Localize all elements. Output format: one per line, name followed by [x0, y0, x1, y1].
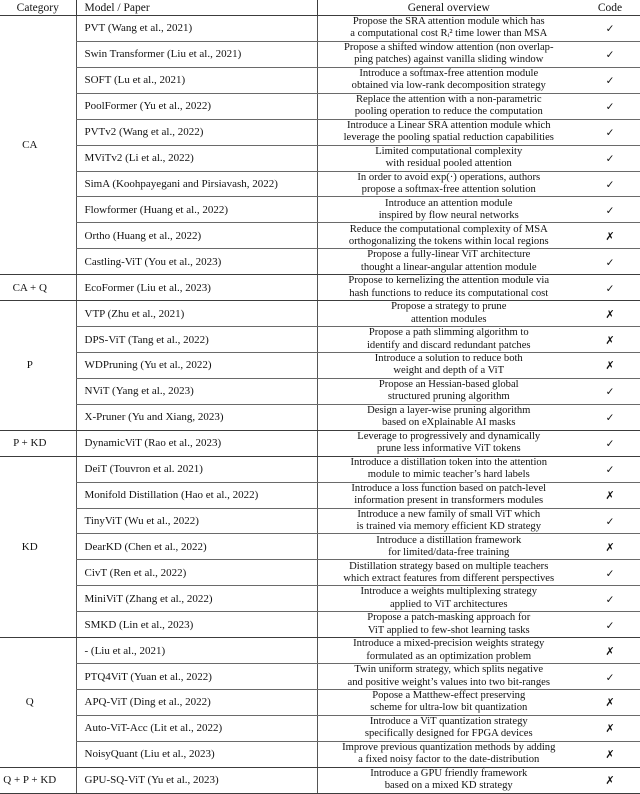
code-available-check-icon: ✓ — [605, 412, 615, 425]
overview-cell — [317, 327, 580, 353]
overview-line: Replace the attention with a non-parametric — [355, 93, 542, 105]
overview-cell — [317, 93, 580, 119]
table-row — [0, 741, 640, 767]
table-body — [0, 16, 640, 794]
overview-line: for limited/data-free training — [388, 546, 510, 558]
model-paper-cell: GPU-SQ-ViT (Yu et al., 2023) — [76, 767, 317, 793]
code-unavailable-cross-icon: ✗ — [605, 229, 615, 243]
overview-cell — [317, 119, 580, 145]
code-available-check-icon: ✓ — [605, 153, 615, 166]
code-unavailable-cross-icon: ✗ — [605, 774, 615, 788]
model-paper-cell: PoolFormer (Yu et al., 2022) — [76, 93, 317, 119]
overview-line: Introduce a mixed-precision weights strategy — [353, 638, 545, 650]
overview-cell — [317, 715, 580, 741]
overview-line: formulated as an optimization problem — [366, 650, 532, 662]
overview-cell — [317, 67, 580, 93]
table-row — [0, 93, 640, 119]
overview-line: prune less informative ViT tokens — [376, 443, 521, 455]
header-row — [0, 0, 640, 16]
model-paper-cell: MiniViT (Zhang et al., 2022) — [76, 586, 317, 612]
overview-line: leverage the pooling spatial reduction capabilities — [343, 132, 554, 144]
code-unavailable-cross-icon: ✗ — [605, 489, 615, 503]
code-unavailable-cross-icon: ✗ — [605, 359, 615, 373]
model-paper-cell: PVTv2 (Wang et al., 2022) — [76, 119, 317, 145]
header-code: Code — [580, 0, 640, 16]
category-cell: CA + Q — [0, 275, 76, 301]
model-paper-cell: DeiT (Touvron et al. 2021) — [76, 456, 317, 482]
code-cell — [580, 664, 640, 690]
table-row — [0, 249, 640, 275]
model-paper-cell: DearKD (Chen et al., 2022) — [76, 534, 317, 560]
code-cell — [580, 145, 640, 171]
table-row — [0, 482, 640, 508]
code-cell — [580, 741, 640, 767]
overview-line: Reduce the computational complexity of MSA — [349, 223, 548, 235]
code-cell — [580, 171, 640, 197]
category-cell: Q — [0, 638, 76, 768]
overview-cell — [317, 301, 580, 327]
code-cell — [580, 482, 640, 508]
code-cell — [580, 301, 640, 327]
overview-cell — [317, 41, 580, 67]
model-paper-cell: Flowformer (Huang et al., 2022) — [76, 197, 317, 223]
category-cell: P + KD — [0, 430, 76, 456]
table-row — [0, 378, 640, 404]
model-paper-cell: CivT (Ren et al., 2022) — [76, 560, 317, 586]
overview-line: inspired by flow neural networks — [378, 209, 519, 221]
code-available-check-icon: ✓ — [605, 464, 615, 477]
overview-cell — [317, 689, 580, 715]
code-available-check-icon: ✓ — [605, 256, 615, 269]
code-available-check-icon: ✓ — [605, 49, 615, 62]
model-paper-cell: - (Liu et al., 2021) — [76, 638, 317, 664]
overview-cell — [317, 223, 580, 249]
overview-cell — [317, 249, 580, 275]
code-cell — [580, 197, 640, 223]
overview-line: Propose an Hessian-based global — [378, 379, 519, 391]
table-row — [0, 534, 640, 560]
code-cell — [580, 327, 640, 353]
overview-line: Introduce a ViT quantization strategy — [369, 716, 528, 728]
table-row — [0, 145, 640, 171]
code-unavailable-cross-icon: ✗ — [605, 696, 615, 710]
table-row — [0, 508, 640, 534]
model-paper-cell: PVT (Wang et al., 2021) — [76, 16, 317, 42]
overview-line: Introduce a weights multiplexing strategy — [360, 586, 538, 598]
overview-line: Leverage to progressively and dynamically — [357, 430, 541, 442]
model-paper-cell: MViTv2 (Li et al., 2022) — [76, 145, 317, 171]
code-cell — [580, 119, 640, 145]
table-row — [0, 430, 640, 456]
code-unavailable-cross-icon: ✗ — [605, 333, 615, 347]
overview-cell — [317, 16, 580, 42]
model-paper-cell: WDPruning (Yu et al., 2022) — [76, 352, 317, 378]
overview-line: is trained via memory efficient KD strategy — [356, 520, 542, 532]
code-cell — [580, 456, 640, 482]
model-paper-cell: EcoFormer (Liu et al., 2023) — [76, 275, 317, 301]
overview-cell — [317, 430, 580, 456]
overview-line: Improve previous quantization methods by adding — [342, 741, 556, 753]
overview-line: Introduce a Linear SRA attention module which — [346, 119, 551, 131]
table-row — [0, 638, 640, 664]
model-paper-cell: Ortho (Huang et al., 2022) — [76, 223, 317, 249]
model-paper-cell: SOFT (Lu et al., 2021) — [76, 67, 317, 93]
table-row — [0, 612, 640, 638]
table-row — [0, 171, 640, 197]
code-cell — [580, 638, 640, 664]
code-cell — [580, 352, 640, 378]
overview-cell — [317, 482, 580, 508]
model-paper-cell: Monifold Distillation (Hao et al., 2022) — [76, 482, 317, 508]
overview-line: pooling operation to reduce the computation — [354, 106, 543, 118]
code-cell — [580, 223, 640, 249]
code-available-check-icon: ✓ — [605, 386, 615, 399]
overview-line: Propose a shifted window attention (non overlap- — [344, 42, 554, 54]
code-unavailable-cross-icon: ✗ — [605, 644, 615, 658]
code-available-check-icon: ✓ — [605, 619, 615, 632]
overview-cell — [317, 275, 580, 301]
overview-line: scheme for ultra-low bit quantization — [370, 702, 528, 714]
overview-line: Limited computational complexity — [375, 145, 523, 157]
category-cell: Q + P + KD — [0, 767, 76, 793]
overview-line: Introduce an attention module — [385, 197, 513, 209]
table-row — [0, 586, 640, 612]
overview-line: Propose the SRA attention module which has — [352, 16, 545, 28]
overview-cell — [317, 145, 580, 171]
code-available-check-icon: ✓ — [605, 593, 615, 606]
table-row — [0, 767, 640, 793]
overview-line: obtained via low-rank decomposition strategy — [351, 80, 546, 92]
overview-cell — [317, 508, 580, 534]
overview-line: and positive weight’s values into two bit-ranges — [347, 676, 550, 688]
table-row — [0, 16, 640, 42]
table-row — [0, 197, 640, 223]
overview-line: Introduce a distillation token into the attention — [350, 456, 548, 468]
overview-cell — [317, 378, 580, 404]
header-model-paper: Model / Paper — [76, 0, 317, 16]
overview-cell — [317, 352, 580, 378]
model-paper-cell: Swin Transformer (Liu et al., 2021) — [76, 41, 317, 67]
overview-line: specifically designed for FPGA devices — [364, 728, 533, 740]
overview-cell — [317, 638, 580, 664]
model-paper-cell: PTQ4ViT (Yuan et al., 2022) — [76, 664, 317, 690]
model-paper-cell: DynamicViT (Rao et al., 2023) — [76, 430, 317, 456]
table-row — [0, 664, 640, 690]
overview-line: Propose a path slimming algorithm to — [368, 327, 529, 339]
code-available-check-icon: ✓ — [605, 127, 615, 140]
overview-line: Introduce a distillation framework — [376, 534, 522, 546]
code-cell — [580, 586, 640, 612]
overview-cell — [317, 664, 580, 690]
table-row — [0, 352, 640, 378]
overview-line: Introduce a new family of small ViT which — [357, 508, 541, 520]
code-cell — [580, 16, 640, 42]
model-paper-cell: NViT (Yang et al., 2023) — [76, 378, 317, 404]
table-row — [0, 715, 640, 741]
overview-line: orthogonalizing the tokens within local regions — [348, 235, 549, 247]
table-row — [0, 67, 640, 93]
overview-line: applied to ViT architectures — [389, 598, 508, 610]
overview-line: Introduce a loss function based on patch-level — [351, 482, 547, 494]
code-unavailable-cross-icon: ✗ — [605, 307, 615, 321]
model-paper-cell: DPS-ViT (Tang et al., 2022) — [76, 327, 317, 353]
code-available-check-icon: ✓ — [605, 75, 615, 88]
overview-line: Distillation strategy based on multiple teachers — [349, 560, 549, 572]
overview-line: hash functions to reduce its computational cost — [349, 287, 549, 299]
table-row — [0, 301, 640, 327]
overview-line: which extract features from different perspectives — [343, 572, 555, 584]
overview-line: Design a layer-wise pruning algorithm — [367, 404, 531, 416]
overview-cell — [317, 171, 580, 197]
code-unavailable-cross-icon: ✗ — [605, 748, 615, 762]
overview-line: based on eXplainable AI masks — [381, 417, 516, 429]
overview-line: Introduce a solution to reduce both — [374, 353, 523, 365]
overview-cell — [317, 612, 580, 638]
overview-cell — [317, 404, 580, 430]
overview-line: Propose a fully-linear ViT architecture — [367, 249, 531, 261]
table-row — [0, 41, 640, 67]
code-unavailable-cross-icon: ✗ — [605, 540, 615, 554]
code-cell — [580, 767, 640, 793]
code-cell — [580, 508, 640, 534]
overview-line: Propose a patch-masking approach for — [367, 612, 531, 624]
code-available-check-icon: ✓ — [605, 178, 615, 191]
model-paper-cell: SMKD (Lin et al., 2023) — [76, 612, 317, 638]
code-cell — [580, 378, 640, 404]
overview-line: based on a mixed KD strategy — [384, 780, 513, 792]
overview-line: Propose a strategy to prune — [391, 301, 507, 313]
model-paper-cell: TinyViT (Wu et al., 2022) — [76, 508, 317, 534]
model-paper-cell: X-Pruner (Yu and Xiang, 2023) — [76, 404, 317, 430]
code-cell — [580, 534, 640, 560]
code-cell — [580, 612, 640, 638]
code-cell — [580, 715, 640, 741]
overview-line: identify and discard redundant patches — [366, 339, 531, 351]
model-paper-cell: Castling-ViT (You et al., 2023) — [76, 249, 317, 275]
overview-cell — [317, 586, 580, 612]
header-general-overview: General overview — [317, 0, 580, 16]
model-paper-cell: SimA (Koohpayegani and Pirsiavash, 2022) — [76, 171, 317, 197]
overview-line: In order to avoid exp(·) operations, authors — [357, 171, 541, 183]
overview-cell — [317, 767, 580, 793]
overview-line: Popose a Matthew-effect preserving — [372, 690, 526, 702]
category-cell: KD — [0, 456, 76, 637]
table-row — [0, 119, 640, 145]
code-available-check-icon: ✓ — [605, 515, 615, 528]
table-row — [0, 275, 640, 301]
table-row — [0, 223, 640, 249]
overview-line: ping patches) against vanilla sliding window — [354, 54, 544, 66]
table-header — [0, 0, 640, 16]
code-cell — [580, 430, 640, 456]
code-unavailable-cross-icon: ✗ — [605, 722, 615, 736]
overview-line: structured pruning algorithm — [387, 391, 510, 403]
code-available-check-icon: ✓ — [605, 23, 615, 36]
code-available-check-icon: ✓ — [605, 282, 615, 295]
overview-line: a fixed noisy factor to the date-distribution — [358, 754, 540, 766]
code-cell — [580, 41, 640, 67]
model-paper-cell: NoisyQuant (Liu et al., 2023) — [76, 741, 317, 767]
model-paper-cell: Auto-ViT-Acc (Lit et al., 2022) — [76, 715, 317, 741]
overview-cell — [317, 560, 580, 586]
overview-line: module to mimic teacher’s hard labels — [367, 469, 530, 481]
code-available-check-icon: ✓ — [605, 438, 615, 451]
category-cell: CA — [0, 16, 76, 275]
overview-line: with residual pooled attention — [385, 158, 512, 170]
code-cell — [580, 560, 640, 586]
code-cell — [580, 275, 640, 301]
code-cell — [580, 404, 640, 430]
category-cell: P — [0, 301, 76, 431]
header-category: Category — [0, 0, 76, 16]
table-row — [0, 560, 640, 586]
overview-line: Twin uniform strategy, which splits negative — [354, 664, 544, 676]
overview-line: ViT applied to few-shot learning tasks — [367, 624, 530, 636]
code-cell — [580, 67, 640, 93]
overview-line: Introduce a softmax-free attention module — [359, 68, 539, 79]
model-paper-cell: VTP (Zhu et al., 2021) — [76, 301, 317, 327]
table-row — [0, 689, 640, 715]
overview-cell — [317, 741, 580, 767]
code-available-check-icon: ✓ — [605, 567, 615, 580]
overview-line: thought a linear-angular attention module — [360, 261, 537, 273]
overview-line: attention modules — [410, 313, 487, 325]
overview-cell — [317, 456, 580, 482]
overview-line: Introduce a GPU friendly framework — [370, 767, 528, 779]
table-row — [0, 327, 640, 353]
overview-cell — [317, 197, 580, 223]
table-row — [0, 456, 640, 482]
code-cell — [580, 689, 640, 715]
code-available-check-icon: ✓ — [605, 204, 615, 217]
table-row — [0, 404, 640, 430]
code-cell — [580, 249, 640, 275]
code-available-check-icon: ✓ — [605, 101, 615, 114]
model-paper-cell: APQ-ViT (Ding et al., 2022) — [76, 689, 317, 715]
overview-cell — [317, 534, 580, 560]
overview-line: Propose to kernelizing the attention module via — [348, 275, 550, 287]
code-cell — [580, 93, 640, 119]
code-available-check-icon: ✓ — [605, 671, 615, 684]
overview-line: information present in transformers modules — [354, 495, 544, 507]
overview-line: weight and depth of a ViT — [393, 365, 505, 377]
overview-line: a computational cost Rᵢ² time lower than MSA — [350, 28, 548, 40]
overview-line: propose a softmax-free attention solution — [361, 183, 536, 195]
